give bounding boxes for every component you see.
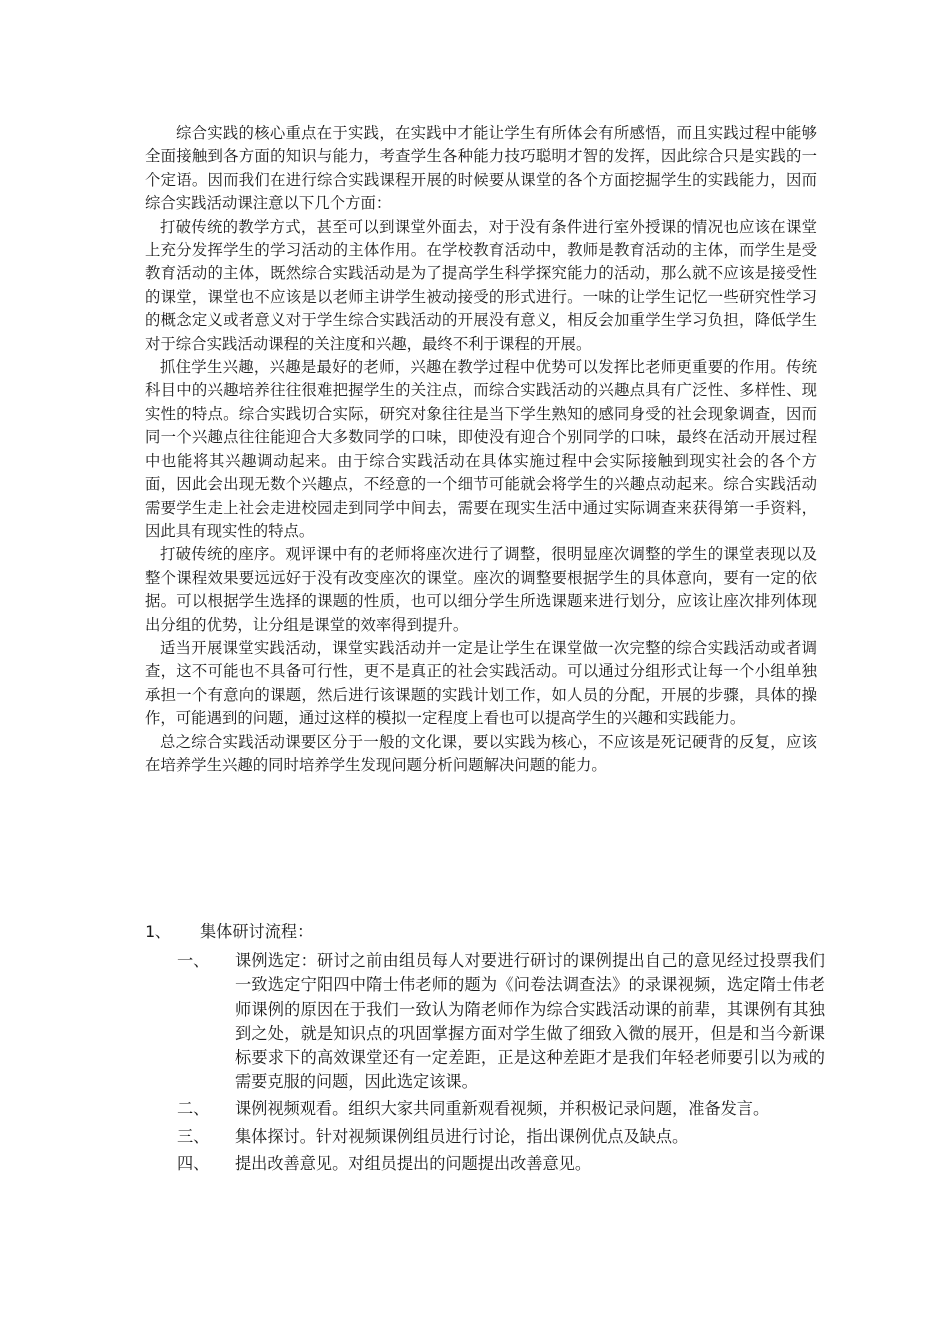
essay-body	[145, 122, 817, 777]
list-item-text: 课例选定：研讨之前由组员每人对要进行研讨的课例提出自己的意见经过投票我们一致选定宁阳四中隋士伟老师的题为《问卷法调查法》的录课视频，选定隋士伟老师课例的原因在于我们一致认为隋老师作为综合实践活动课的前辈，其课例有其独到之处，就是知识点的巩固掌握方面对学生做了细致入微的展开，但是和当今新课标要求下的高效课堂还有一定差距，正是这种差距才是我们年轻老师要引以为戒的需要克服的问题，因此选定该课。	[235, 951, 825, 1092]
list-item-number: 一、	[177, 951, 210, 971]
list-item	[145, 949, 825, 1094]
list-item-number: 四、	[177, 1153, 210, 1173]
paragraph-student-interest: 抓住学生兴趣，兴趣是最好的老师，兴趣在教学过程中优势可以发挥比老师更重要的作用。传统科目中的兴趣培养往往很难把握学生的关注点，而综合实践活动的兴趣点具有广泛性、多样性、现实性的特点。综合实践切合实际，研究对象往往是当下学生熟知的感同身受的社会现象调查，因而同一个兴趣点往往能迎合大多数同学的口味，即使没有迎合个别同学的口味，最终在活动开展过程中也能将其兴趣调动起来。由于综合实践活动在具体实施过程中会实际接触到现实社会的各个方面，因此会出现无数个兴趣点，不经意的一个细节可能就会将学生的兴趣点动起来。综合实践活动需要学生走上社会走进校园走到同学中间去，需要在现实生活中通过实际调查来获得第一手资料，因此具有现实性的特点。	[145, 358, 817, 540]
intro-paragraph: 综合实践的核心重点在于实践，在实践中才能让学生有所体会有所感悟，而且实践过程中能够全面接触到各方面的知识与能力，考查学生各种能力技巧聪明才智的发挥，因此综合只是实践的一个定语。因而我们在进行综合实践课程开展的时候要从课堂的各个方面挖掘学生的实践能力，因而综合实践活动课注意以下几个方面：	[145, 124, 817, 213]
section-number: 1、	[145, 922, 171, 941]
section-heading	[145, 920, 825, 944]
list-item-text: 集体探讨。针对视频课例组员进行讨论，指出课例优点及缺点。	[235, 1126, 689, 1146]
list-item-text: 提出改善意见。对组员提出的问题提出改善意见。	[235, 1153, 592, 1173]
paragraph-seating: 打破传统的座序。观评课中有的老师将座次进行了调整，很明显座次调整的学生的课堂表现以及整个课程效果要远远好于没有改变座次的课堂。座次的调整要根据学生的具体意向，要有一定的依据。可以根据学生选择的课题的性质，也可以细分学生所选课题来进行划分，应该让座次排列体现出分组的优势，让分组是课堂的效率得到提升。	[145, 545, 817, 634]
paragraph-conclusion: 总之综合实践活动课要区分于一般的文化课，要以实践为核心，不应该是死记硬背的反复，应该在培养学生兴趣的同时培养学生发现问题分析问题解决问题的能力。	[145, 732, 817, 774]
list-item-text: 课例视频观看。组织大家共同重新观看视频，并积极记录问题，准备发言。	[235, 1099, 770, 1119]
paragraph-practice-activity: 适当开展课堂实践活动，课堂实践活动并一定是让学生在课堂做一次完整的综合实践活动或者调查，这不可能也不具备可行性，更不是真正的社会实践活动。可以通过分组形式让每一个小组单独承担一个有意向的课题，然后进行该课题的实践计划工作，如人员的分配，开展的步骤，具体的操作，可能遇到的问题，通过这样的模拟一定程度上看也可以提高学生的兴趣和实践能力。	[145, 638, 817, 728]
list-item	[145, 1152, 825, 1176]
list-item-number: 二、	[177, 1099, 210, 1119]
paragraph-teaching-method: 打破传统的教学方式，甚至可以到课堂外面去，对于没有条件进行室外授课的情况也应该在课堂上充分发挥学生的学习活动的主体作用。在学校教育活动中，教师是教育活动的主体，而学生是受教育活动的主体，既然综合实践活动是为了提高学生科学探究能力的活动，那么就不应该是接受性的课堂，课堂也不应该是以老师主讲学生被动接受的形式进行。一味的让学生记忆一些研究性学习的概念定义或者意义对于学生综合实践活动的开展没有意义，相反会加重学生学习负担，降低学生对于综合实践活动课程的关注度和兴趣，最终不利于课程的开展。	[145, 217, 817, 353]
list-item	[145, 1097, 825, 1121]
section-title: 集体研讨流程：	[200, 922, 314, 941]
list-item	[145, 1125, 825, 1149]
procedure-section	[145, 920, 825, 1179]
list-item-number: 三、	[177, 1126, 210, 1146]
